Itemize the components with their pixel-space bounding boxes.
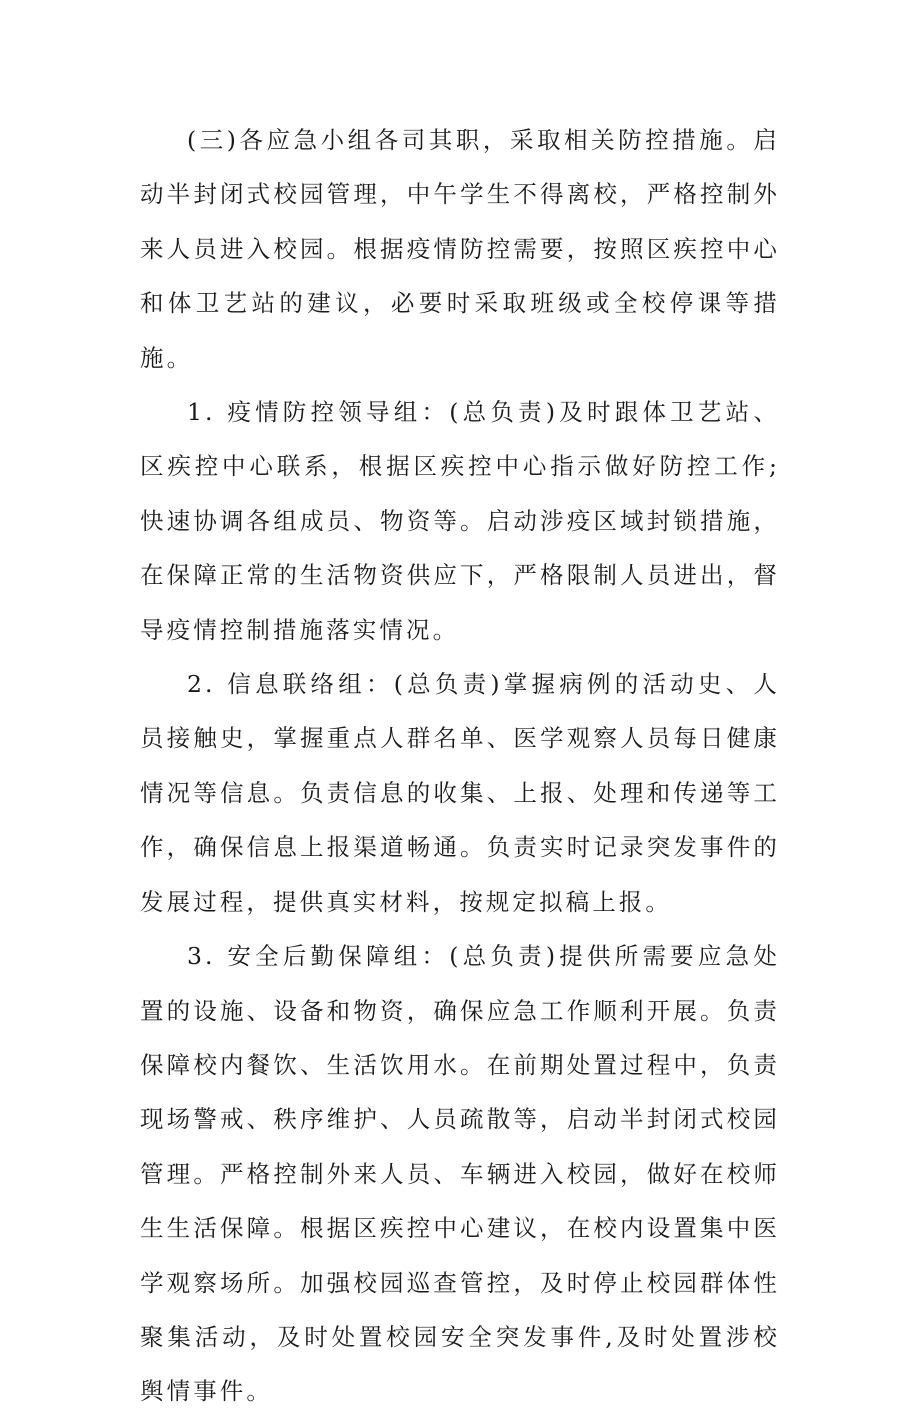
document-body xyxy=(140,113,780,1419)
paragraph-logistics-group: 3. 安全后勤保障组：(总负责)提供所需要应急处置的设施、设备和物资，确保应急工作顺利开展。负责保障校内餐饮、生活饮用水。在前期处置过程中，负责现场警戒、秩序维护、人员疏散等，启动半封闭式校园管理。严格控制外来人员、车辆进入校园，做好在校师生生活保障。根据区疾控中心建议，在校内设置集中医学观察场所。加强校园巡查管控，及时停止校园群体性聚集活动，及时处置校园安全突发事件,及时处置涉校舆情事件。 xyxy=(140,942,780,1406)
paragraph-emergency-groups: (三)各应急小组各司其职，采取相关防控措施。启动半封闭式校园管理，中午学生不得离校，严格控制外来人员进入校园。根据疫情防控需要，按照区疾控中心和体卫艺站的建议，必要时采取班级或全校停课等措施。 xyxy=(140,126,780,372)
paragraph-liaison-group: 2. 信息联络组：(总负责)掌握病例的活动史、人员接触史，掌握重点人群名单、医学观察人员每日健康情况等信息。负责信息的收集、上报、处理和传递等工作，确保信息上报渠道畅通。负责实时记录突发事件的发展过程，提供真实材料，按规定拟稿上报。 xyxy=(140,670,780,916)
paragraph-leadership-group: 1. 疫情防控领导组：(总负责)及时跟体卫艺站、区疾控中心联系，根据区疾控中心指示做好防控工作;快速协调各组成员、物资等。启动涉疫区域封锁措施，在保障正常的生活物资供应下，严格限制人员进出，督导疫情控制措施落实情况。 xyxy=(140,398,780,644)
